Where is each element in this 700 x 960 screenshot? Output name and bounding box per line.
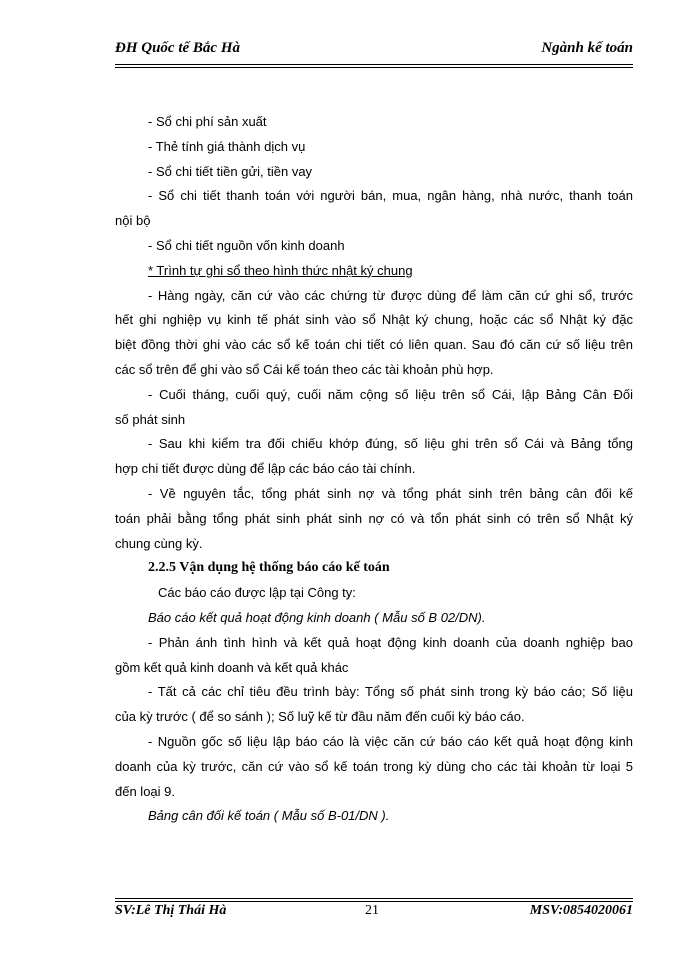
- paragraph-line: các sổ trên để ghi vào sổ Cái kế toán theo các tài khoản phù hợp.: [115, 361, 494, 377]
- document-body: [115, 110, 633, 829]
- report-title: Bảng cân đối kế toán ( Mẫu số B-01/DN ).: [148, 808, 390, 824]
- section-subheading-text: * Trình tự ghi sổ theo hình thức nhật ký chung: [148, 262, 413, 278]
- paragraph-line: - Sau khi kiểm tra đối chiếu khớp đúng, số liệu ghi trên sổ Cái và Bảng tổng: [148, 436, 633, 452]
- paragraph-line: số phát sinh: [115, 411, 186, 427]
- paragraph-line: hợp chi tiết được dùng để lập các báo cáo tài chính.: [115, 461, 416, 477]
- paragraph-line: - Tất cả các chỉ tiêu đều trình bày: Tổng số phát sinh trong kỳ báo cáo; Số liệu: [148, 684, 633, 700]
- header-divider: [115, 64, 633, 68]
- paragraph-line: doanh của kỳ trước, căn cứ vào sổ kế toán trong kỳ dùng cho các tài khoản từ loại 5: [115, 758, 633, 774]
- paragraph-line: đến loại 9.: [115, 783, 175, 799]
- paragraph-line: chung cùng kỳ.: [115, 535, 203, 551]
- paragraph-line: Các báo cáo được lập tại Công ty:: [158, 585, 356, 601]
- paragraph-line: - Cuối tháng, cuối quý, cuối năm cộng số liệu trên sổ Cái, lập Bảng Cân Đối: [148, 386, 633, 402]
- list-item: - Sổ chi tiết thanh toán với người bán, mua, ngân hàng, nhà nước, thanh toán: [148, 188, 633, 204]
- page-footer: [115, 903, 633, 923]
- page-number: 21: [365, 903, 379, 918]
- list-item: - Thẻ tính giá thành dịch vụ: [148, 138, 306, 154]
- paragraph-line: hết ghi nghiệp vụ kinh tế phát sinh vào sổ Nhật ký chung, hoặc các sổ Nhật ký đặc: [115, 312, 633, 328]
- section-subheading: [115, 259, 633, 284]
- paragraph-line: - Nguồn gốc số liệu lập báo cáo là việc căn cứ báo cáo kết quả hoạt động kinh: [148, 733, 633, 749]
- paragraph-line: gồm kết quả kinh doanh và kết quả khác: [115, 659, 349, 675]
- paragraph-line: - Phản ánh tình hình và kết quả hoạt động kinh doanh của doanh nghiệp bao: [148, 634, 633, 650]
- footer-student-id: MSV:0854020061: [529, 903, 633, 918]
- list-item: - Sổ chi tiết tiền gửi, tiền vay: [148, 163, 313, 179]
- list-item: - Sổ chi tiết nguồn vốn kinh doanh: [148, 237, 345, 253]
- paragraph-line: biệt đồng thời ghi vào các sổ kế toán chi tiết có liên quan. Sau đó căn cứ số liệu trên: [115, 337, 633, 353]
- list-item: - Sổ chi phí sản xuất: [148, 114, 267, 129]
- page-header: [115, 36, 633, 60]
- paragraph-line: của kỳ trước ( để so sánh ); Số luỹ kế từ đầu năm đến cuối kỳ báo cáo.: [115, 709, 525, 725]
- section-heading: 2.2.5 Vận dụng hệ thống báo cáo kế toán: [148, 560, 390, 576]
- header-university: ĐH Quốc tế Bắc Hà: [115, 40, 240, 56]
- header-department: Ngành kế toán: [541, 40, 633, 56]
- paragraph-line: - Về nguyên tắc, tổng phát sinh nợ và tổng phát sinh trên bảng cân đối kế: [148, 485, 633, 501]
- paragraph-line: - Hàng ngày, căn cứ vào các chứng từ được dùng để làm căn cứ ghi sổ, trước: [148, 287, 633, 303]
- report-title: Báo cáo kết quả hoạt động kinh doanh ( Mẫu số B 02/DN).: [148, 609, 486, 625]
- footer-divider: [115, 898, 633, 902]
- list-item-continuation: nội bộ: [115, 213, 151, 229]
- footer-student-name: SV:Lê Thị Thái Hà: [115, 903, 227, 918]
- paragraph-line: toán phải bằng tổng phát sinh phát sinh nợ có và tổn phát sinh có trên sổ Nhật ký: [115, 510, 633, 526]
